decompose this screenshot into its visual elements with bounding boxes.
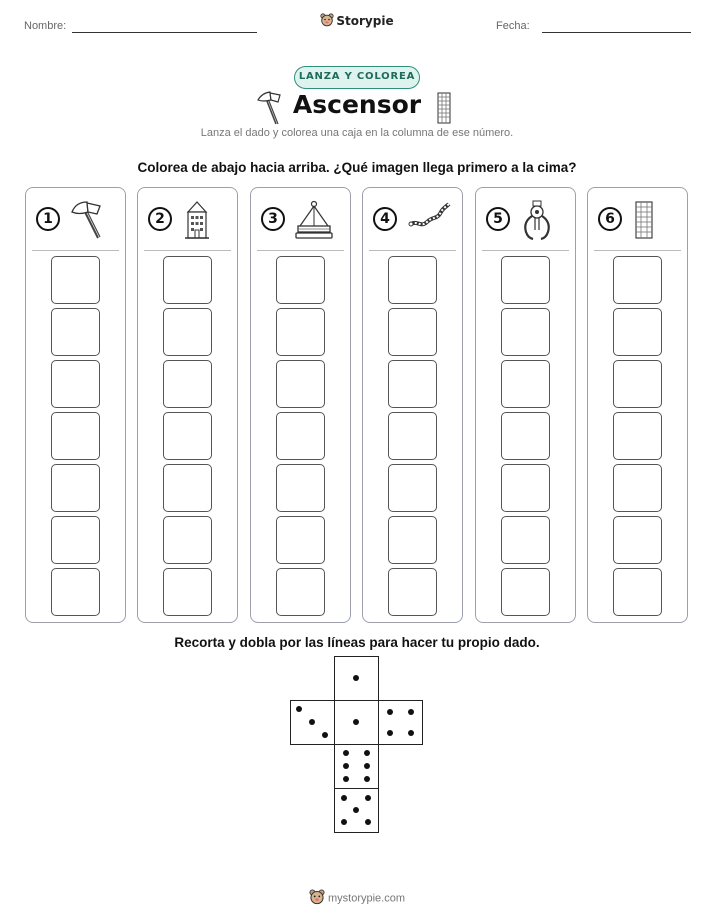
date-label: Fecha: xyxy=(496,20,530,32)
die-pip xyxy=(364,750,370,756)
column-6 xyxy=(587,187,688,623)
die-pip xyxy=(296,706,302,712)
die-pip xyxy=(387,709,393,715)
die-face-6 xyxy=(334,744,379,789)
color-box[interactable] xyxy=(613,516,662,564)
die-pip xyxy=(387,730,393,736)
color-box[interactable] xyxy=(501,360,550,408)
die-pip xyxy=(365,795,371,801)
rope-icon xyxy=(407,200,451,237)
column-2 xyxy=(137,187,238,623)
coloring-instruction: Colorea de abajo hacia arriba. ¿Qué imagen llega primero a la cima? xyxy=(137,160,577,175)
die-face-5 xyxy=(334,788,379,833)
color-box[interactable] xyxy=(613,360,662,408)
color-box[interactable] xyxy=(51,516,100,564)
brand-logo xyxy=(0,13,714,30)
die-pip xyxy=(364,763,370,769)
column-3 xyxy=(250,187,351,623)
color-box[interactable] xyxy=(51,412,100,460)
date-field-line[interactable] xyxy=(542,32,691,33)
die-face-1 xyxy=(334,700,379,745)
color-box[interactable] xyxy=(276,412,325,460)
die-pip xyxy=(353,807,359,813)
column-1 xyxy=(25,187,126,623)
color-box[interactable] xyxy=(163,412,212,460)
color-box[interactable] xyxy=(613,568,662,616)
die-face-4 xyxy=(378,700,423,745)
name-field-line[interactable] xyxy=(72,32,257,33)
color-box[interactable] xyxy=(276,256,325,304)
color-box[interactable] xyxy=(613,412,662,460)
footer-url[interactable]: mystorypie.com xyxy=(327,892,406,905)
die-pip xyxy=(343,750,349,756)
column-number: 2 xyxy=(148,207,172,231)
footer xyxy=(0,889,714,908)
die-pip xyxy=(408,709,414,715)
color-box[interactable] xyxy=(51,360,100,408)
subtitle: Lanza el dado y colorea una caja en la columna de ese número. xyxy=(200,127,514,139)
name-label: Nombre: xyxy=(24,20,67,32)
color-box[interactable] xyxy=(163,308,212,356)
color-box[interactable] xyxy=(276,360,325,408)
color-box[interactable] xyxy=(388,256,437,304)
color-box[interactable] xyxy=(51,256,100,304)
bear-mascot-icon xyxy=(320,13,334,30)
column-divider xyxy=(257,250,344,251)
die-pip xyxy=(343,763,349,769)
color-box[interactable] xyxy=(613,464,662,512)
bear-mascot-icon xyxy=(309,889,325,908)
die-pip xyxy=(353,719,359,725)
column-number: 1 xyxy=(36,207,60,231)
color-box[interactable] xyxy=(388,464,437,512)
color-box[interactable] xyxy=(51,308,100,356)
skyscraper-icon xyxy=(632,200,656,245)
die-pip xyxy=(353,675,359,681)
die-pip xyxy=(322,732,328,738)
column-divider xyxy=(482,250,569,251)
die-pip xyxy=(343,776,349,782)
die-pip xyxy=(309,719,315,725)
platform-lift-icon xyxy=(295,200,333,245)
color-box[interactable] xyxy=(276,308,325,356)
column-number: 4 xyxy=(373,207,397,231)
color-box[interactable] xyxy=(276,568,325,616)
column-divider xyxy=(144,250,231,251)
column-number: 3 xyxy=(261,207,285,231)
column-number: 6 xyxy=(598,207,622,231)
color-box[interactable] xyxy=(501,256,550,304)
color-box[interactable] xyxy=(276,516,325,564)
color-box[interactable] xyxy=(276,464,325,512)
die-pip xyxy=(341,819,347,825)
page-title: Ascensor xyxy=(292,90,422,119)
column-divider xyxy=(32,250,119,251)
column-header xyxy=(588,200,687,240)
column-4 xyxy=(362,187,463,623)
color-box[interactable] xyxy=(388,568,437,616)
activity-badge: LANZA Y COLOREA xyxy=(294,66,420,89)
color-box[interactable] xyxy=(163,256,212,304)
color-box[interactable] xyxy=(613,308,662,356)
color-box[interactable] xyxy=(501,412,550,460)
color-box[interactable] xyxy=(388,516,437,564)
color-box[interactable] xyxy=(501,516,550,564)
color-box[interactable] xyxy=(388,360,437,408)
die-face-1 xyxy=(334,656,379,701)
column-header xyxy=(476,200,575,240)
color-box[interactable] xyxy=(163,516,212,564)
column-divider xyxy=(594,250,681,251)
color-box[interactable] xyxy=(163,464,212,512)
color-box[interactable] xyxy=(51,464,100,512)
brand-name: Storypie xyxy=(336,14,394,28)
column-5 xyxy=(475,187,576,623)
tower-icon xyxy=(182,200,212,245)
color-box[interactable] xyxy=(501,308,550,356)
color-box[interactable] xyxy=(613,256,662,304)
die-pip xyxy=(341,795,347,801)
color-box[interactable] xyxy=(388,412,437,460)
color-box[interactable] xyxy=(163,568,212,616)
axe-icon xyxy=(70,200,106,245)
color-box[interactable] xyxy=(51,568,100,616)
column-number: 5 xyxy=(486,207,510,231)
claw-grabber-icon xyxy=(520,200,554,247)
color-box[interactable] xyxy=(501,464,550,512)
color-box[interactable] xyxy=(163,360,212,408)
column-header xyxy=(363,200,462,240)
color-box[interactable] xyxy=(501,568,550,616)
column-header xyxy=(251,200,350,240)
column-header xyxy=(138,200,237,240)
die-pip xyxy=(408,730,414,736)
color-box[interactable] xyxy=(388,308,437,356)
column-divider xyxy=(369,250,456,251)
column-header xyxy=(26,200,125,240)
skyscraper-icon xyxy=(434,92,454,129)
die-face-3 xyxy=(290,700,335,745)
die-pip xyxy=(365,819,371,825)
die-pip xyxy=(364,776,370,782)
die-instruction: Recorta y dobla por las líneas para hacer tu propio dado. xyxy=(174,635,540,650)
